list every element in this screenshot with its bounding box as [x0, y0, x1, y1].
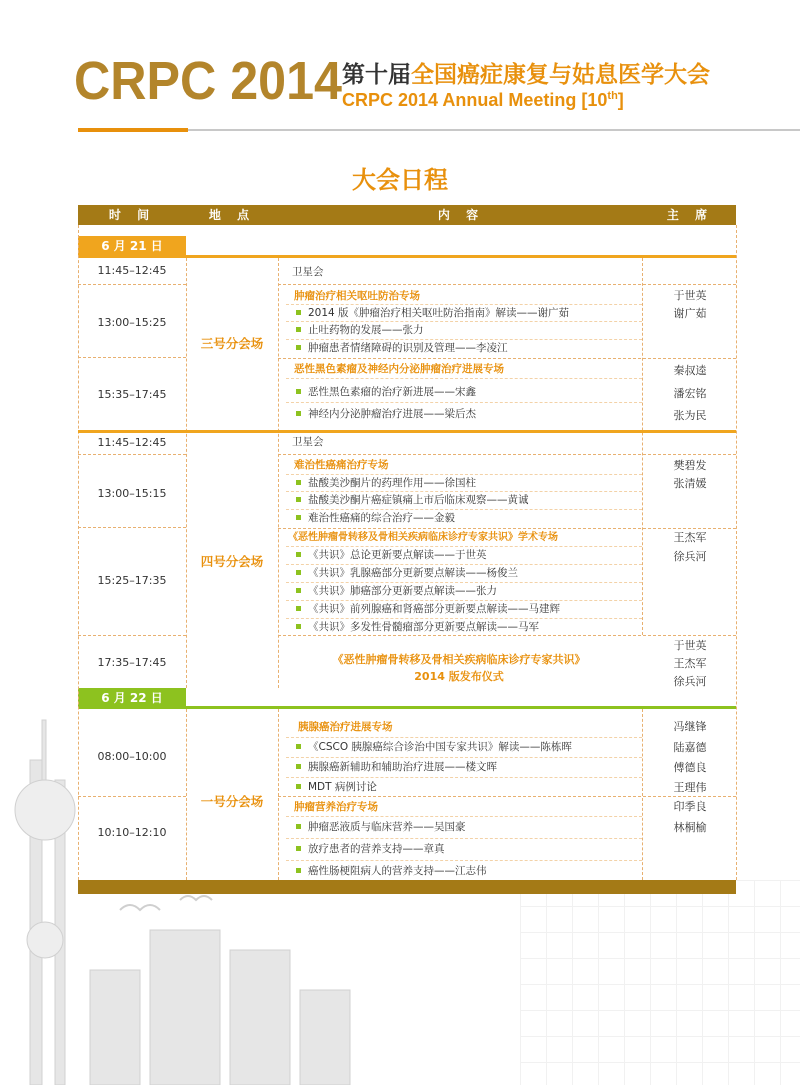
event-logo: CRPC 2014	[74, 51, 342, 111]
agenda-item: 难治性癌痛的综合治疗——金毅	[286, 511, 650, 526]
satellite-session: 卫星会	[292, 266, 324, 278]
row-line	[286, 860, 642, 861]
row-line	[286, 378, 642, 379]
agenda-item: 止吐药物的发展——张力	[286, 323, 650, 338]
time-slot: 15:35–17:45	[97, 388, 167, 401]
grid-line	[278, 709, 279, 880]
grid-line	[278, 796, 736, 797]
row-line	[286, 509, 642, 510]
grid-line	[186, 709, 187, 880]
grid-line	[78, 225, 79, 880]
chair-name: 谢广茹	[673, 307, 707, 320]
chair-name: 于世英	[673, 639, 707, 652]
event-title-en-text: CRPC 2014 Annual Meeting [10	[342, 90, 608, 110]
grid-line	[278, 258, 279, 688]
grid-line	[78, 796, 186, 797]
agenda-item: 胰腺癌新辅助和辅助治疗进展——楼文晖	[286, 760, 650, 775]
chair-name: 印季良	[673, 800, 707, 813]
row-line	[286, 491, 642, 492]
grid-line	[736, 225, 737, 880]
event-title-en-close: ]	[617, 90, 624, 110]
header-content: 内 容	[437, 208, 485, 222]
chair-name: 张为民	[673, 409, 707, 422]
agenda-item: 肿瘤患者情绪障碍的识别及管理——李凌江	[286, 341, 650, 356]
agenda-item: 《CSCO 胰腺癌综合诊治中国专家共识》解读——陈栋晖	[286, 740, 650, 755]
agenda-item: 《共识》总论更新要点解读——于世英	[286, 548, 650, 563]
header-time: 时 间	[108, 208, 156, 222]
section-divider	[78, 430, 736, 433]
session-title: 恶性黑色素瘤及神经内分泌肿瘤治疗进展专场	[294, 363, 504, 375]
chair-name: 王杰军	[673, 531, 707, 544]
table-header	[78, 205, 736, 225]
date-tab-21: 6 月 21 日	[78, 236, 186, 256]
agenda-item: 放疗患者的营养支持——章真	[286, 842, 650, 857]
chair-name: 林桐榆	[673, 821, 707, 834]
chair-name: 樊碧发	[673, 459, 707, 472]
agenda-item: 《共识》肺癌部分更新要点解读——张力	[286, 584, 650, 599]
event-title-highlight: 全国癌症康复与姑息医学大会	[411, 62, 710, 88]
grid-line	[186, 258, 187, 688]
background-grid	[520, 880, 800, 1085]
session-title: 肿瘤治疗相关呕吐防治专场	[294, 290, 420, 302]
time-slot: 08:00–10:00	[97, 750, 167, 763]
time-slot: 17:35–17:45	[97, 656, 167, 669]
row-line	[286, 777, 642, 778]
row-line	[286, 474, 642, 475]
event-title-cn	[342, 56, 710, 89]
row-line	[286, 582, 642, 583]
grid-line	[78, 284, 186, 285]
header-venue: 地 点	[208, 208, 256, 222]
venue-label: 三号分会场	[200, 336, 264, 351]
grid-line	[278, 284, 736, 285]
header-chair: 主 席	[666, 208, 714, 222]
date-tab-22: 6 月 22 日	[78, 688, 186, 708]
agenda-item: 2014 版《肿瘤治疗相关呕吐防治指南》解读——谢广茹	[286, 306, 650, 321]
session-title: 肿瘤营养治疗专场	[294, 801, 378, 813]
row-line	[286, 564, 642, 565]
chair-name: 王杰军	[673, 657, 707, 670]
agenda-item: 神经内分泌肿瘤治疗进展——梁后杰	[286, 407, 650, 422]
agenda-item: 恶性黑色素瘤的治疗新进展——宋鑫	[286, 385, 650, 400]
page-title: 大会日程	[352, 166, 448, 194]
event-title-en-sup: th	[607, 90, 618, 102]
agenda-item: 盐酸美沙酮片癌症镇痛上市后临床观察——黄诚	[286, 493, 650, 508]
grid-line	[278, 528, 736, 529]
row-line	[286, 737, 642, 738]
agenda-item: MDT 病例讨论	[286, 780, 650, 795]
chair-name: 陆嘉德	[673, 741, 707, 754]
header-rule-accent	[78, 128, 188, 132]
venue-label: 四号分会场	[200, 554, 264, 569]
chair-name: 傅德良	[673, 761, 707, 774]
time-slot: 13:00–15:15	[97, 487, 167, 500]
session-title: 胰腺癌治疗进展专场	[298, 721, 393, 733]
chair-name: 秦叔逵	[673, 364, 707, 377]
session-title: 《恶性肿瘤骨转移及骨相关疾病临床诊疗专家共识》学术专场	[288, 532, 558, 543]
row-line	[286, 757, 642, 758]
time-slot: 15:25–17:35	[97, 574, 167, 587]
grid-line	[278, 454, 736, 455]
row-line	[286, 600, 642, 601]
event-title-prefix: 第十届	[342, 62, 411, 88]
row-line	[286, 546, 642, 547]
row-line	[286, 402, 642, 403]
agenda-item: 肿瘤恶液质与临床营养——吴国豪	[286, 820, 650, 835]
row-line	[286, 304, 642, 305]
chair-name: 潘宏铭	[673, 387, 707, 400]
grid-line	[278, 635, 736, 636]
agenda-item: 《共识》乳腺癌部分更新要点解读——杨俊兰	[286, 566, 650, 581]
venue-label: 一号分会场	[200, 794, 264, 809]
session-title: 难治性癌痛治疗专场	[294, 459, 389, 471]
agenda-item: 癌性肠梗阻病人的营养支持——江志伟	[286, 864, 650, 879]
agenda-item: 《共识》多发性骨髓瘤部分更新要点解读——马军	[286, 620, 650, 635]
row-line	[286, 838, 642, 839]
chair-name: 徐兵河	[673, 550, 707, 563]
chair-name: 张清媛	[673, 477, 707, 490]
agenda-item: 盐酸美沙酮片的药理作用——徐国柱	[286, 476, 650, 491]
header-rule	[188, 129, 800, 131]
table-footer-bar	[78, 880, 736, 894]
row-line	[286, 816, 642, 817]
grid-line	[78, 635, 186, 636]
row-line	[286, 321, 642, 322]
time-slot: 10:10–12:10	[97, 826, 167, 839]
grid-line	[78, 357, 186, 358]
event-title-en	[342, 90, 624, 111]
grid-line	[278, 358, 736, 359]
time-slot: 11:45–12:45	[97, 264, 167, 277]
chair-name: 冯继锋	[673, 720, 707, 733]
ceremony-subtitle: 2014 版发布仪式	[414, 670, 504, 683]
time-slot: 11:45–12:45	[97, 436, 167, 449]
grid-line	[78, 454, 186, 455]
row-line	[286, 339, 642, 340]
agenda-item: 《共识》前列腺癌和肾癌部分更新要点解读——马建辉	[286, 602, 650, 617]
satellite-session: 卫星会	[292, 436, 324, 448]
grid-line	[78, 527, 186, 528]
chair-name: 于世英	[673, 289, 707, 302]
chair-name: 徐兵河	[673, 675, 707, 688]
chair-name: 王理伟	[673, 781, 707, 794]
row-line	[286, 618, 642, 619]
ceremony-title: 《恶性肿瘤骨转移及骨相关疾病临床诊疗专家共识》	[332, 653, 586, 666]
time-slot: 13:00–15:25	[97, 316, 167, 329]
